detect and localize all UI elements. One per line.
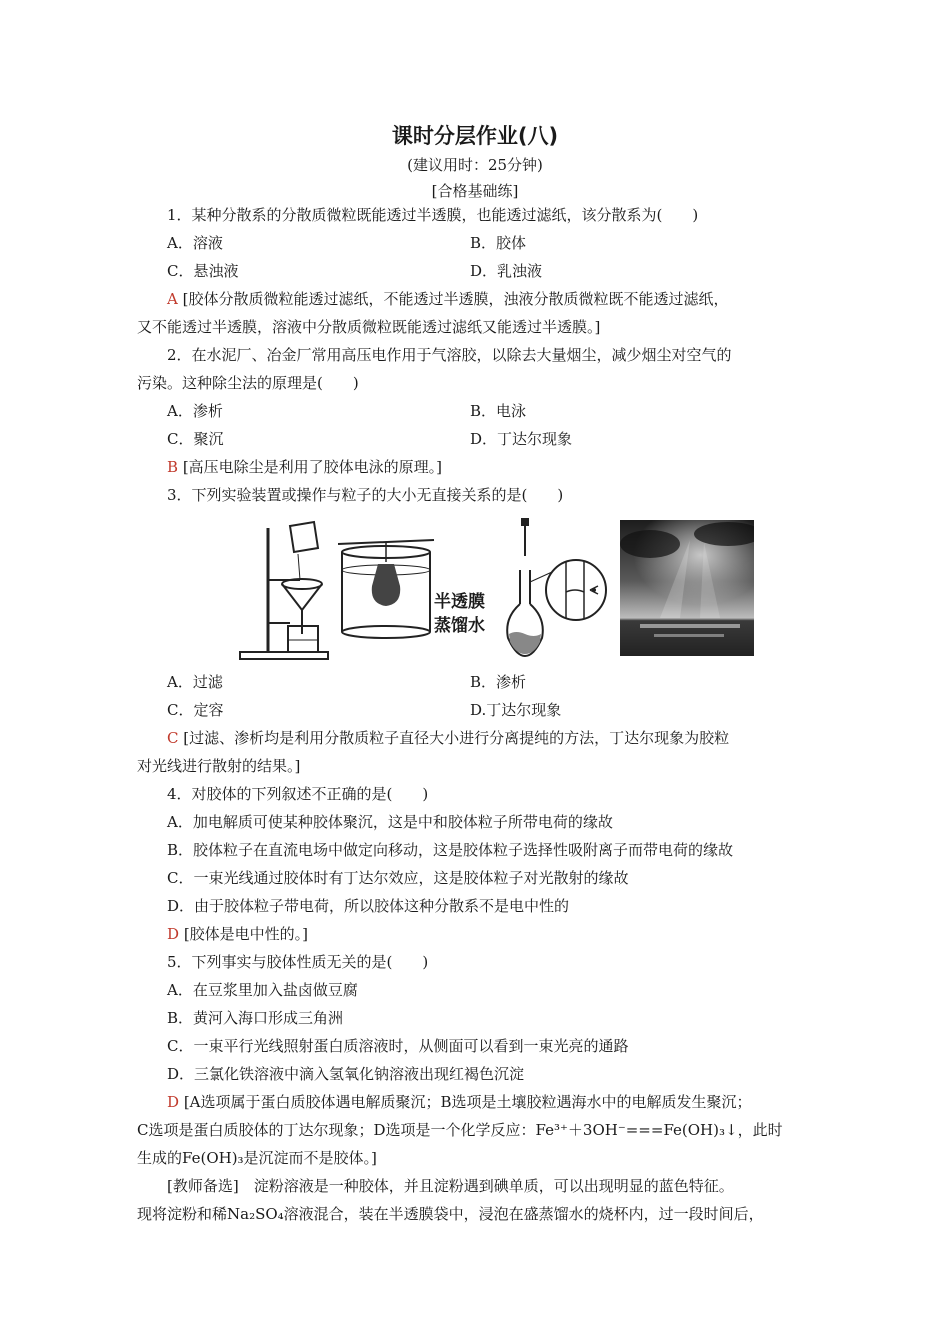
q1-option-c: C．悬浊液 — [167, 262, 239, 280]
q4-option-b: B．胶体粒子在直流电场中做定向移动，这是胶体粒子选择性吸附离子而带电荷的缘故 — [167, 841, 734, 859]
q5-answer: D — [167, 1093, 180, 1111]
q3-option-b: B．渗析 — [470, 673, 527, 691]
q1-explanation — [167, 289, 728, 309]
q1-option-b: B．胶体 — [470, 234, 527, 252]
q4-option-d: D．由于胶体粒子带电荷，所以胶体这种分散系不是电中性的 — [167, 897, 570, 915]
q2-option-c: C．聚沉 — [167, 430, 224, 448]
q5-exp-line3: 生成的Fe(OH)₃是沉淀而不是胶体。] — [137, 1149, 377, 1167]
q2-option-a: A．渗析 — [167, 402, 223, 420]
q2-stem-line1: 2．在水泥厂、冶金厂常用高压电作用于气溶胶，以除去大量烟尘，减少烟尘对空气的 — [167, 346, 732, 364]
q3-exp-line2: 对光线进行散射的结果。] — [137, 757, 301, 775]
q3-option-d: D.丁达尔现象 — [470, 701, 562, 719]
q1-option-d: D．乳浊液 — [470, 262, 543, 280]
q5-option-c: C．一束平行光线照射蛋白质溶液时，从侧面可以看到一束光亮的通路 — [167, 1037, 629, 1055]
q4-stem: 4．对胶体的下列叙述不正确的是( ) — [167, 785, 429, 803]
q4-option-c: C．一束光线通过胶体时有丁达尔效应，这是胶体粒子对光散射的缘故 — [167, 869, 629, 887]
semipermeable-membrane-label: 半透膜 — [434, 592, 485, 612]
q5-option-d: D．三氯化铁溶液中滴入氢氧化钠溶液出现红褐色沉淀 — [167, 1065, 525, 1083]
q2-option-b: B．电泳 — [470, 402, 527, 420]
section-label: [合格基础练] — [431, 182, 519, 200]
q2-answer: B — [167, 458, 179, 476]
q1-exp-line2: 又不能透过半透膜，溶液中分散质微粒既能透过滤纸又能透过半透膜。] — [137, 318, 601, 336]
q2-option-d: D．丁达尔现象 — [470, 430, 573, 448]
q1-answer: A — [167, 290, 178, 308]
q4-exp: [胶体是电中性的。] — [183, 925, 309, 943]
q5-option-a: A．在豆浆里加入盐卤做豆腐 — [167, 981, 358, 999]
q3-exp-line1: [过滤、渗析均是利用分散质粒子直径大小进行分离提纯的方法，丁达尔现象为胶粒 — [183, 729, 730, 747]
q1-stem: 1．某种分散系的分散质微粒既能透过半透膜，也能透过滤纸，该分散系为( ) — [167, 206, 699, 224]
tyndall-effect-photo — [620, 520, 754, 656]
q2-explanation — [167, 457, 442, 477]
q3-stem: 3．下列实验装置或操作与粒子的大小无直接关系的是( ) — [167, 486, 564, 504]
distilled-water-label: 蒸馏水 — [434, 616, 485, 636]
q5-option-b: B．黄河入海口形成三角洲 — [167, 1009, 344, 1027]
suggested-time: (建议用时：25分钟) — [407, 156, 543, 174]
teacher-backup-line1: [教师备选] 淀粉溶液是一种胶体，并且淀粉遇到碘单质，可以出现明显的蓝色特征。 — [167, 1177, 734, 1195]
filtration-apparatus-figure — [238, 518, 330, 662]
q4-explanation — [167, 924, 308, 944]
q5-exp-line1: [A选项属于蛋白质胶体遇电解质聚沉；B选项是土壤胶粒遇海水中的电解质发生聚沉； — [183, 1093, 752, 1111]
q5-exp-line2: C选项是蛋白质胶体的丁达尔现象；D选项是一个化学反应：Fe³⁺＋3OH⁻===Fe(OH)₃↓，此时 — [137, 1121, 783, 1139]
q4-option-a: A．加电解质可使某种胶体聚沉，这是中和胶体粒子所带电荷的缘故 — [167, 813, 613, 831]
q3-option-a: A．过滤 — [167, 673, 223, 691]
dialysis-beaker-figure — [338, 538, 438, 642]
teacher-backup-line2: 现将淀粉和稀Na₂SO₄溶液混合，装在半透膜袋中，浸泡在盛蒸馏水的烧杯内，过一段时间后， — [137, 1205, 764, 1223]
q5-stem: 5．下列事实与胶体性质无关的是( ) — [167, 953, 429, 971]
q5-explanation — [167, 1092, 752, 1112]
q3-answer: C — [167, 729, 179, 747]
q2-stem-line2: 污染。这种除尘法的原理是( ) — [137, 374, 359, 392]
q3-option-c: C．定容 — [167, 701, 224, 719]
q3-explanation — [167, 728, 729, 748]
q1-exp-line1: [胶体分散质微粒能透过滤纸，不能透过半透膜，浊液分散质微粒既不能透过滤纸， — [182, 290, 729, 308]
q1-option-a: A．溶液 — [167, 234, 223, 252]
page-title: 课时分层作业(八) — [391, 124, 559, 148]
q2-exp: [高压电除尘是利用了胶体电泳的原理。] — [182, 458, 443, 476]
volumetric-flask-figure — [502, 516, 612, 662]
q4-answer: D — [167, 925, 180, 943]
